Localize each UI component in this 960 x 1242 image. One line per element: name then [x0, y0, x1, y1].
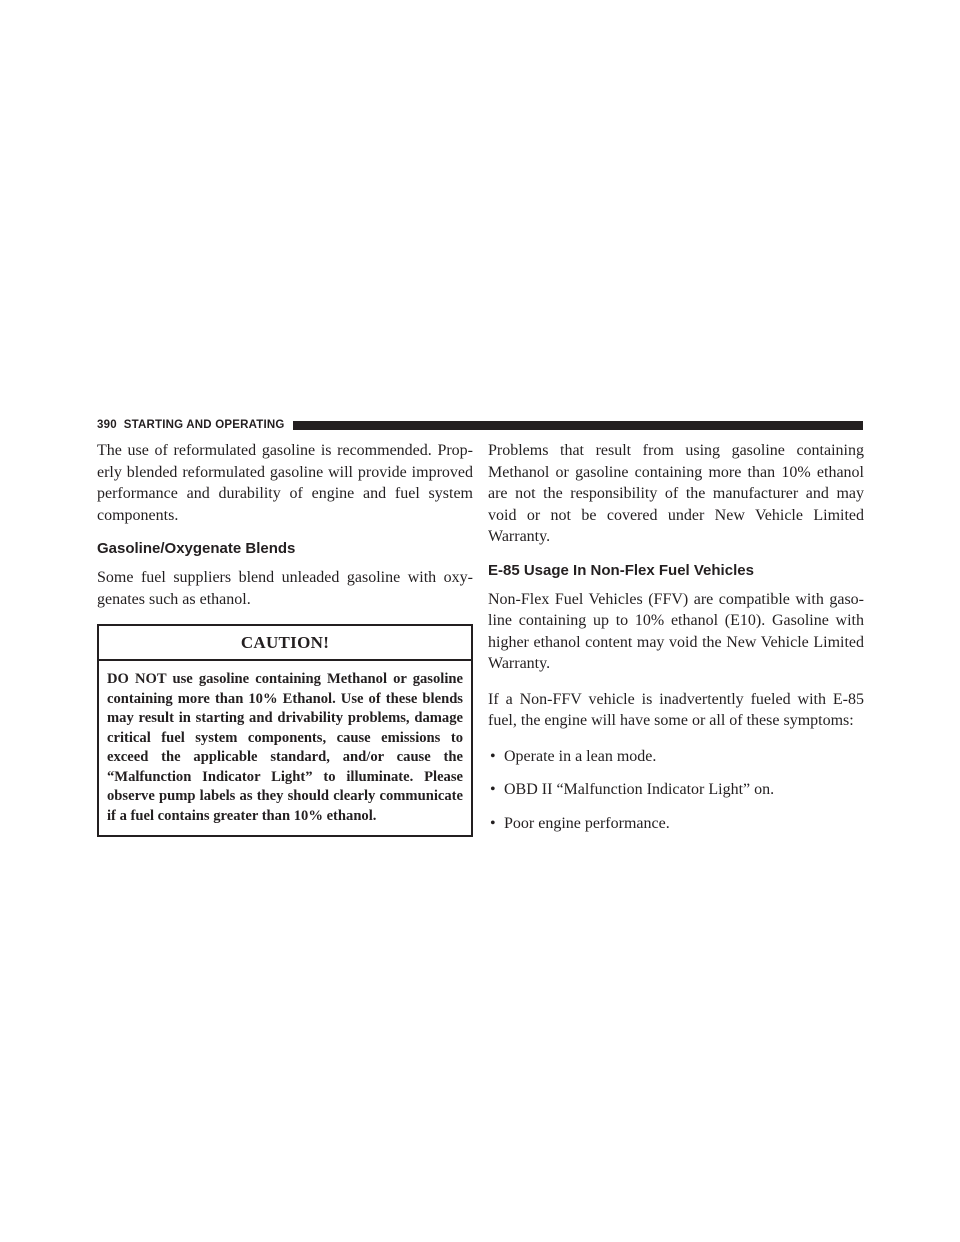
- symptom-list: [488, 746, 864, 835]
- list-item: [488, 779, 864, 801]
- problems-paragraph: Problems that result from using gasoline containing Methanol or gasoline containing more than 10% ethanol are not the responsibility of the manufacturer and may void or not be covered under New Vehicle Limited Warranty.: [488, 442, 864, 545]
- blends-heading: Gasoline/Oxygenate Blends: [97, 540, 296, 557]
- header-rule: [293, 421, 863, 430]
- bullet-icon: •: [490, 747, 496, 765]
- blends-paragraph: Some fuel suppliers blend unleaded gasoline with oxygenates such as ethanol.: [97, 569, 473, 608]
- list-item: [488, 813, 864, 835]
- caution-text: DO NOT use gasoline containing Methanol or gasoline containing more than 10% Ethanol. Use of these blends may result in starting and drivability problems, damage critical fuel system components, cause emissions to exceed the applicable standard, and/or cause the “Malfunction Indicator Light” to illuminate. Please observe pump labels as they should clearly communicate if a fuel contains greater than 10% ethanol.: [107, 671, 463, 824]
- symptom-text: Operate in a lean mode.: [504, 747, 657, 765]
- e85-heading: E-85 Usage In Non-Flex Fuel Vehicles: [488, 561, 754, 579]
- ffv-paragraph: Non-Flex Fuel Vehicles (FFV) are compatible with gasoline containing up to 10% ethanol (E10). Gasoline with higher ethanol content may void the New Vehicle Limited Warranty.: [488, 590, 864, 672]
- symptoms-intro: If a Non-FFV vehicle is inadvertently fueled with E-85 fuel, the engine will have some or all of these symptoms:: [488, 690, 864, 729]
- caution-title: CAUTION!: [99, 626, 471, 661]
- right-column: [488, 440, 864, 846]
- symptom-text: Poor engine performance.: [504, 814, 670, 832]
- reformulated-gasoline-paragraph: The use of reformulated gasoline is recommended. Properly blended reformulated gasoline will provide improved performance and durability of engine and fuel system components.: [97, 442, 473, 524]
- page-header: [97, 419, 863, 431]
- bullet-icon: •: [490, 781, 496, 798]
- left-column: [97, 440, 473, 837]
- list-item: [488, 746, 864, 768]
- page-number: 390: [97, 419, 117, 431]
- section-title: STARTING AND OPERATING: [123, 419, 285, 431]
- bullet-icon: •: [490, 814, 496, 832]
- symptom-text: OBD II “Malfunction Indicator Light” on.: [504, 781, 775, 798]
- caution-box: [97, 624, 473, 837]
